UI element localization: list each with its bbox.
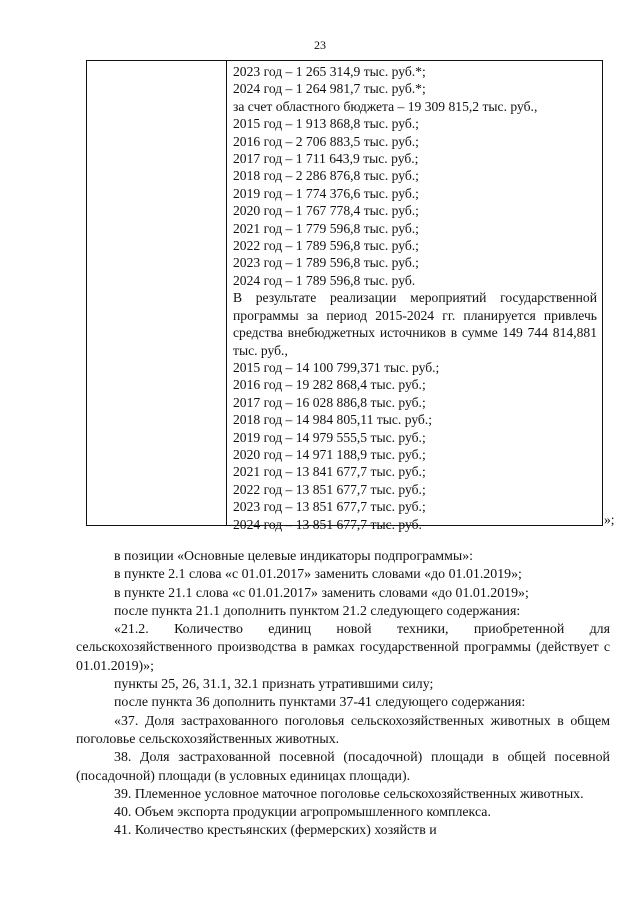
funding-line: 2023 год – 1 265 314,9 тыс. руб.*; [233,64,426,79]
paragraph: 40. Объем экспорта продукции агропромышленного комплекса. [114,805,491,821]
funding-line: 2022 год – 1 789 596,8 тыс. руб.; [233,238,419,254]
paragraph: после пункта 21.1 дополнить пунктом 21.2 следующего содержания: [114,603,521,619]
paragraph: 41. Количество крестьянских (фермерских) хозяйств и [114,823,437,839]
paragraph: в позиции «Основные целевые индикаторы подпрограммы»: [114,549,474,564]
extrabudget-line: 2017 год – 16 028 886,8 тыс. руб.; [233,394,426,410]
table-closing-quote: »; [604,512,615,527]
extrabudget-line: 2015 год – 14 100 799,371 тыс. руб.; [233,359,440,375]
funding-line: за счет областного бюджета – 19 309 815,2 тыс. руб., [233,98,538,114]
paragraph: в пункте 2.1 слова «с 01.01.2017» заменить словами «до 01.01.2019»; [114,567,522,583]
paragraph: 38. Доля застрахованной посевной (посадочной) площади в общей посевной (посадочной) площади (в условных единицах площади). [76,750,610,784]
extrabudget-line: 2020 год – 14 971 188,9 тыс. руб.; [233,446,426,462]
funding-line: 2019 год – 1 774 376,6 тыс. руб.; [233,185,419,201]
extrabudget-line: 2018 год – 14 984 805,11 тыс. руб.; [233,412,433,428]
funding-line: 2015 год – 1 913 868,8 тыс. руб.; [233,116,419,132]
paragraph: 39. Племенное условное маточное поголовье сельскохозяйственных животных. [114,786,584,802]
budget-table [86,60,603,532]
paragraph: пункты 25, 26, 31.1, 32.1 признать утратившими силу; [114,677,434,693]
paragraph: «21.2. Количество единиц новой техники, приобретенной для сельскохозяйственного производства в рамках государственной программы (действует с 01.01.2019)»; [76,622,610,674]
extrabudget-line: 2019 год – 14 979 555,5 тыс. руб.; [233,429,426,445]
funding-line: 2016 год – 2 706 883,5 тыс. руб.; [233,133,419,149]
paragraph: в пункте 21.1 слова «с 01.01.2017» заменить словами «до 01.01.2019»; [114,585,529,601]
amendment-text [76,548,610,841]
funding-line: 2020 год – 1 767 778,4 тыс. руб.; [233,203,419,219]
funding-line: 2017 год – 1 711 643,9 тыс. руб.; [233,151,419,167]
extrabudget-line: 2021 год – 13 841 677,7 тыс. руб.; [233,464,426,480]
funding-line: 2024 год – 1 789 596,8 тыс. руб. [233,272,416,288]
extrabudget-line: 2016 год – 19 282 868,4 тыс. руб.; [233,377,426,393]
result-paragraph: В результате реализации мероприятий государственной программы за период 2015-2024 гг. планируется привлечь средства внебюджетных источников в сумме 149 744 814,881 тыс. руб., [233,290,597,358]
extrabudget-line: 2022 год – 13 851 677,7 тыс. руб.; [233,481,426,497]
paragraph: «37. Доля застрахованного поголовья сельскохозяйственных животных в общем поголовье сельскохозяйственных животных. [76,713,610,747]
funding-line: 2024 год – 1 264 981,7 тыс. руб.*; [233,81,426,97]
funding-line: 2018 год – 2 286 876,8 тыс. руб.; [233,168,419,184]
paragraph: после пункта 36 дополнить пунктами 37-41 следующего содержания: [114,695,526,711]
table-right-column [227,61,602,533]
funding-line: 2023 год – 1 789 596,8 тыс. руб.; [233,255,419,271]
funding-line: 2021 год – 1 779 596,8 тыс. руб.; [233,220,419,236]
extrabudget-line: 2023 год – 13 851 677,7 тыс. руб.; [233,499,426,515]
extrabudget-line: 2024 год – 13 851 677,7 тыс. руб. [233,516,422,532]
page-number: 23 [314,38,326,52]
table-left-column [87,61,227,525]
